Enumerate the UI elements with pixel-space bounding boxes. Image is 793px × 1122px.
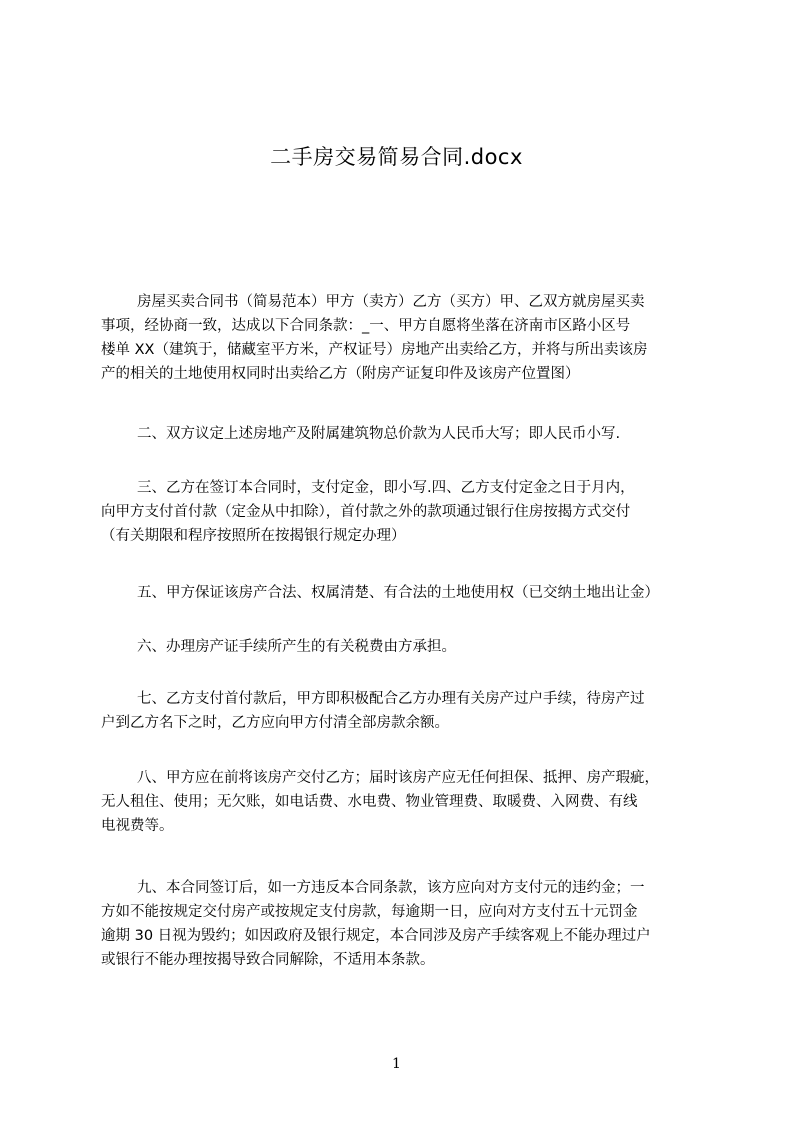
paragraph-line: 产的相关的土地使用权同时出卖给乙方（附房产证复印件及该房产位置图） bbox=[101, 366, 580, 382]
paragraph-line: 五、甲方保证该房产合法、权属清楚、有合法的土地使用权（已交纳土地出让金） bbox=[137, 585, 659, 601]
paragraph-clause-2 bbox=[101, 422, 698, 446]
paragraph-line: 二、双方议定上述房地产及附属建筑物总价款为人民币大写；即人民币小写. bbox=[137, 426, 621, 442]
paragraph-line: 楼单 XX（建筑于，储藏室平方米，产权证号）房地产出卖给乙方，并将与所出卖该房 bbox=[101, 342, 648, 358]
paragraph-line: 三、乙方在签订本合同时，支付定金，即小写.四、乙方支付定金之日于月内， bbox=[137, 480, 635, 496]
paragraph-line: 户到乙方名下之时，乙方应向甲方付清全部房款余额。 bbox=[101, 715, 449, 731]
paragraph-line: （有关期限和程序按照所在按揭银行规定办理） bbox=[101, 528, 406, 544]
paragraph-clause-6 bbox=[101, 635, 698, 659]
paragraph-line: 六、办理房产证手续所产生的有关税费由方承担。 bbox=[137, 639, 456, 655]
paragraph-clause-8 bbox=[101, 766, 698, 838]
paragraph-line: 事项，经协商一致，达成以下合同条款：_一、甲方自愿将坐落在济南市区路小区号 bbox=[101, 318, 631, 334]
paragraph-line: 方如不能按规定交付房产或按规定支付房款，每逾期一日，应向对方支付五十元罚金 bbox=[101, 904, 638, 920]
paragraph-line: 或银行不能办理按揭导致合同解除，不适用本条款。 bbox=[101, 952, 435, 968]
document-title: 二手房交易简易合同.docx bbox=[270, 145, 523, 169]
paragraph-line: 九、本合同签订后，如一方违反本合同条款，该方应向对方支付元的违约金；一 bbox=[137, 880, 645, 896]
paragraph-line: 房屋买卖合同书（简易范本）甲方（卖方）乙方（买方）甲、乙双方就房屋买卖 bbox=[137, 294, 645, 310]
paragraph-line: 无人租住、使用；无欠账，如电话费、水电费、物业管理费、取暖费、入网费、有线 bbox=[101, 794, 638, 810]
paragraph-clause-9 bbox=[101, 876, 698, 972]
page-number: 1 bbox=[392, 1056, 401, 1072]
paragraph-line: 逾期 30 日视为毁约；如因政府及银行规定，本合同涉及房产手续客观上不能办理过户 bbox=[101, 928, 651, 944]
paragraph-intro bbox=[101, 290, 698, 386]
paragraph-clause-3-4 bbox=[101, 476, 698, 548]
paragraph-line: 七、乙方支付首付款后，甲方即积极配合乙方办理有关房产过户手续，待房产过 bbox=[137, 691, 645, 707]
paragraph-line: 八、甲方应在前将该房产交付乙方；届时该房产应无任何担保、抵押、房产瑕疵， bbox=[137, 770, 659, 786]
paragraph-line: 电视费等。 bbox=[101, 818, 174, 834]
paragraph-line: 向甲方支付首付款（定金从中扣除），首付款之外的款项通过银行住房按揭方式交付 bbox=[101, 504, 631, 520]
paragraph-clause-7 bbox=[101, 687, 698, 735]
paragraph-clause-5 bbox=[101, 581, 698, 605]
